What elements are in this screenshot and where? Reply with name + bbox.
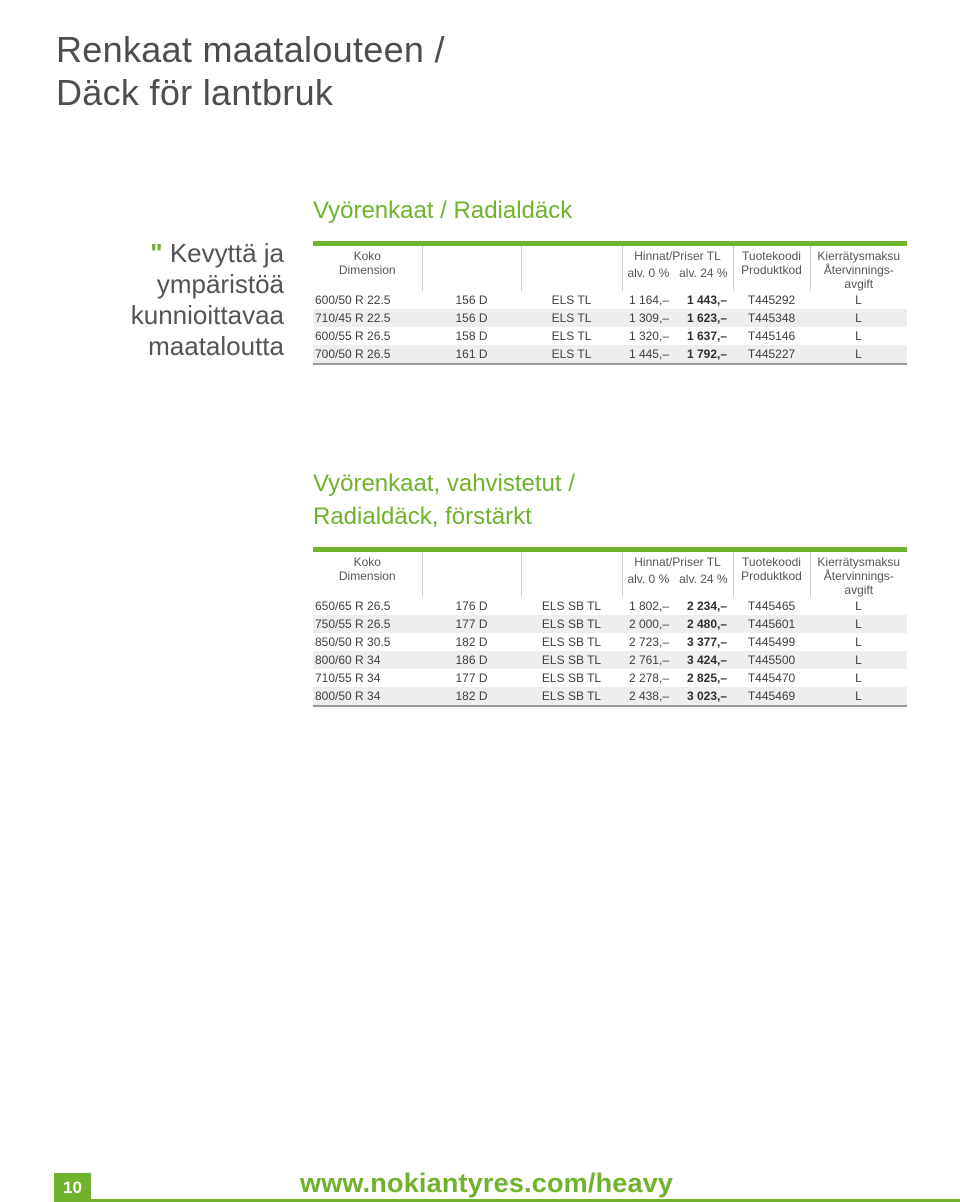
quote-mark: " bbox=[150, 238, 163, 268]
cell-load: 182 D bbox=[422, 633, 521, 651]
cell-fee: L bbox=[810, 615, 907, 633]
cell-price-vat0: 1 445,– bbox=[622, 345, 675, 364]
cell-size: 710/45 R 22.5 bbox=[313, 309, 422, 327]
cell-load: 177 D bbox=[422, 669, 521, 687]
cell-model: ELS SB TL bbox=[521, 615, 622, 633]
cell-load: 176 D bbox=[422, 597, 521, 615]
table-body bbox=[313, 597, 907, 706]
cell-size: 600/50 R 22.5 bbox=[313, 291, 422, 309]
table-row bbox=[313, 597, 907, 615]
header-recycle: Kierrätysmaksu Återvinnings- avgift bbox=[817, 249, 901, 291]
cell-fee: L bbox=[810, 327, 907, 345]
cell-fee: L bbox=[810, 633, 907, 651]
section-title-line: Vyörenkaat / Radialdäck bbox=[313, 197, 573, 224]
cell-model: ELS TL bbox=[521, 291, 622, 309]
cell-price-vat0: 1 164,– bbox=[622, 291, 675, 309]
cell-size: 600/55 R 26.5 bbox=[313, 327, 422, 345]
cell-price-vat24: 1 792,– bbox=[675, 345, 733, 364]
header-vat0: alv. 0 % bbox=[627, 266, 670, 280]
quote-line-2: ympäristöä bbox=[156, 269, 284, 299]
header-price: Hinnat/Priser TL alv. 0 % alv. 24 % bbox=[622, 550, 733, 598]
cell-fee: L bbox=[810, 291, 907, 309]
cell-fee: L bbox=[810, 669, 907, 687]
cell-model: ELS TL bbox=[521, 345, 622, 364]
cell-load: 186 D bbox=[422, 651, 521, 669]
cell-price-vat24: 1 623,– bbox=[675, 309, 733, 327]
table-row bbox=[313, 615, 907, 633]
cell-price-vat0: 2 438,– bbox=[622, 687, 675, 706]
table-row bbox=[313, 633, 907, 651]
cell-model: ELS TL bbox=[521, 309, 622, 327]
cell-size: 800/50 R 34 bbox=[313, 687, 422, 706]
cell-load: 156 D bbox=[422, 291, 521, 309]
header-code: Tuotekoodi Produktkod bbox=[733, 244, 810, 292]
cell-load: 156 D bbox=[422, 309, 521, 327]
cell-code: T445292 bbox=[733, 291, 810, 309]
quote-line-4: maataloutta bbox=[148, 331, 284, 361]
cell-price-vat0: 2 278,– bbox=[622, 669, 675, 687]
quote-line-3: kunnioittavaa bbox=[130, 300, 284, 330]
header-load bbox=[422, 244, 521, 292]
quote-line-1: Kevyttä ja bbox=[169, 238, 284, 268]
cell-price-vat24: 1 443,– bbox=[675, 291, 733, 309]
table-row bbox=[313, 669, 907, 687]
cell-price-vat24: 3 377,– bbox=[675, 633, 733, 651]
table-row bbox=[313, 687, 907, 706]
cell-code: T445146 bbox=[733, 327, 810, 345]
cell-code: T445348 bbox=[733, 309, 810, 327]
header-size: Koko Dimension bbox=[313, 244, 422, 292]
cell-price-vat24: 3 023,– bbox=[675, 687, 733, 706]
website-link[interactable]: www.nokiantyres.com/heavy bbox=[300, 1168, 674, 1198]
cell-price-vat0: 2 000,– bbox=[622, 615, 675, 633]
cell-price-vat0: 1 309,– bbox=[622, 309, 675, 327]
cell-fee: L bbox=[810, 687, 907, 706]
table-row bbox=[313, 309, 907, 327]
cell-model: ELS SB TL bbox=[521, 597, 622, 615]
table-row bbox=[313, 345, 907, 364]
header-size: Koko Dimension bbox=[313, 550, 422, 598]
table-row bbox=[313, 291, 907, 309]
cell-model: ELS SB TL bbox=[521, 633, 622, 651]
cell-model: ELS SB TL bbox=[521, 669, 622, 687]
page-title-line-2: Däck för lantbruk bbox=[56, 72, 334, 113]
cell-model: ELS SB TL bbox=[521, 651, 622, 669]
cell-code: T445601 bbox=[733, 615, 810, 633]
cell-size: 750/55 R 26.5 bbox=[313, 615, 422, 633]
header-recycle: Kierrätysmaksu Återvinnings- avgift bbox=[817, 555, 901, 597]
cell-model: ELS SB TL bbox=[521, 687, 622, 706]
cell-price-vat0: 2 761,– bbox=[622, 651, 675, 669]
cell-code: T445469 bbox=[733, 687, 810, 706]
cell-code: T445465 bbox=[733, 597, 810, 615]
cell-price-vat24: 2 234,– bbox=[675, 597, 733, 615]
page-title bbox=[56, 28, 756, 114]
cell-price-vat24: 1 637,– bbox=[675, 327, 733, 345]
cell-load: 161 D bbox=[422, 345, 521, 364]
page-number: 10 bbox=[54, 1173, 91, 1202]
table-row bbox=[313, 651, 907, 669]
header-model bbox=[521, 550, 622, 598]
header-vat24: alv. 24 % bbox=[679, 572, 728, 586]
cell-price-vat0: 2 723,– bbox=[622, 633, 675, 651]
header-model bbox=[521, 244, 622, 292]
table-body bbox=[313, 291, 907, 364]
cell-load: 182 D bbox=[422, 687, 521, 706]
section-title-line-2: Radialdäck, förstärkt bbox=[313, 503, 532, 530]
tire-table-reinforced bbox=[313, 547, 907, 707]
header-vat0: alv. 0 % bbox=[627, 572, 670, 586]
cell-size: 800/60 R 34 bbox=[313, 651, 422, 669]
cell-code: T445470 bbox=[733, 669, 810, 687]
tire-table-radial bbox=[313, 241, 907, 365]
cell-price-vat0: 1 320,– bbox=[622, 327, 675, 345]
cell-code: T445500 bbox=[733, 651, 810, 669]
cell-price-vat24: 2 825,– bbox=[675, 669, 733, 687]
cell-fee: L bbox=[810, 651, 907, 669]
cell-size: 650/65 R 26.5 bbox=[313, 597, 422, 615]
section-title-radial bbox=[313, 194, 873, 227]
cell-size: 710/55 R 34 bbox=[313, 669, 422, 687]
page-title-line-1: Renkaat maatalouteen / bbox=[56, 29, 445, 70]
header-price: Hinnat/Priser TL alv. 0 % alv. 24 % bbox=[622, 244, 733, 292]
section-title-reinforced bbox=[313, 467, 873, 533]
cell-code: T445227 bbox=[733, 345, 810, 364]
table-row bbox=[313, 327, 907, 345]
cell-load: 177 D bbox=[422, 615, 521, 633]
section-title-line-1: Vyörenkaat, vahvistetut / bbox=[313, 470, 575, 497]
cell-size: 700/50 R 26.5 bbox=[313, 345, 422, 364]
cell-fee: L bbox=[810, 345, 907, 364]
cell-price-vat0: 1 802,– bbox=[622, 597, 675, 615]
cell-price-vat24: 3 424,– bbox=[675, 651, 733, 669]
cell-size: 850/50 R 30.5 bbox=[313, 633, 422, 651]
cell-price-vat24: 2 480,– bbox=[675, 615, 733, 633]
cell-fee: L bbox=[810, 309, 907, 327]
header-code: Tuotekoodi Produktkod bbox=[733, 550, 810, 598]
cell-code: T445499 bbox=[733, 633, 810, 651]
pull-quote bbox=[96, 238, 284, 362]
header-vat24: alv. 24 % bbox=[679, 266, 728, 280]
cell-fee: L bbox=[810, 597, 907, 615]
header-load bbox=[422, 550, 521, 598]
cell-load: 158 D bbox=[422, 327, 521, 345]
cell-model: ELS TL bbox=[521, 327, 622, 345]
